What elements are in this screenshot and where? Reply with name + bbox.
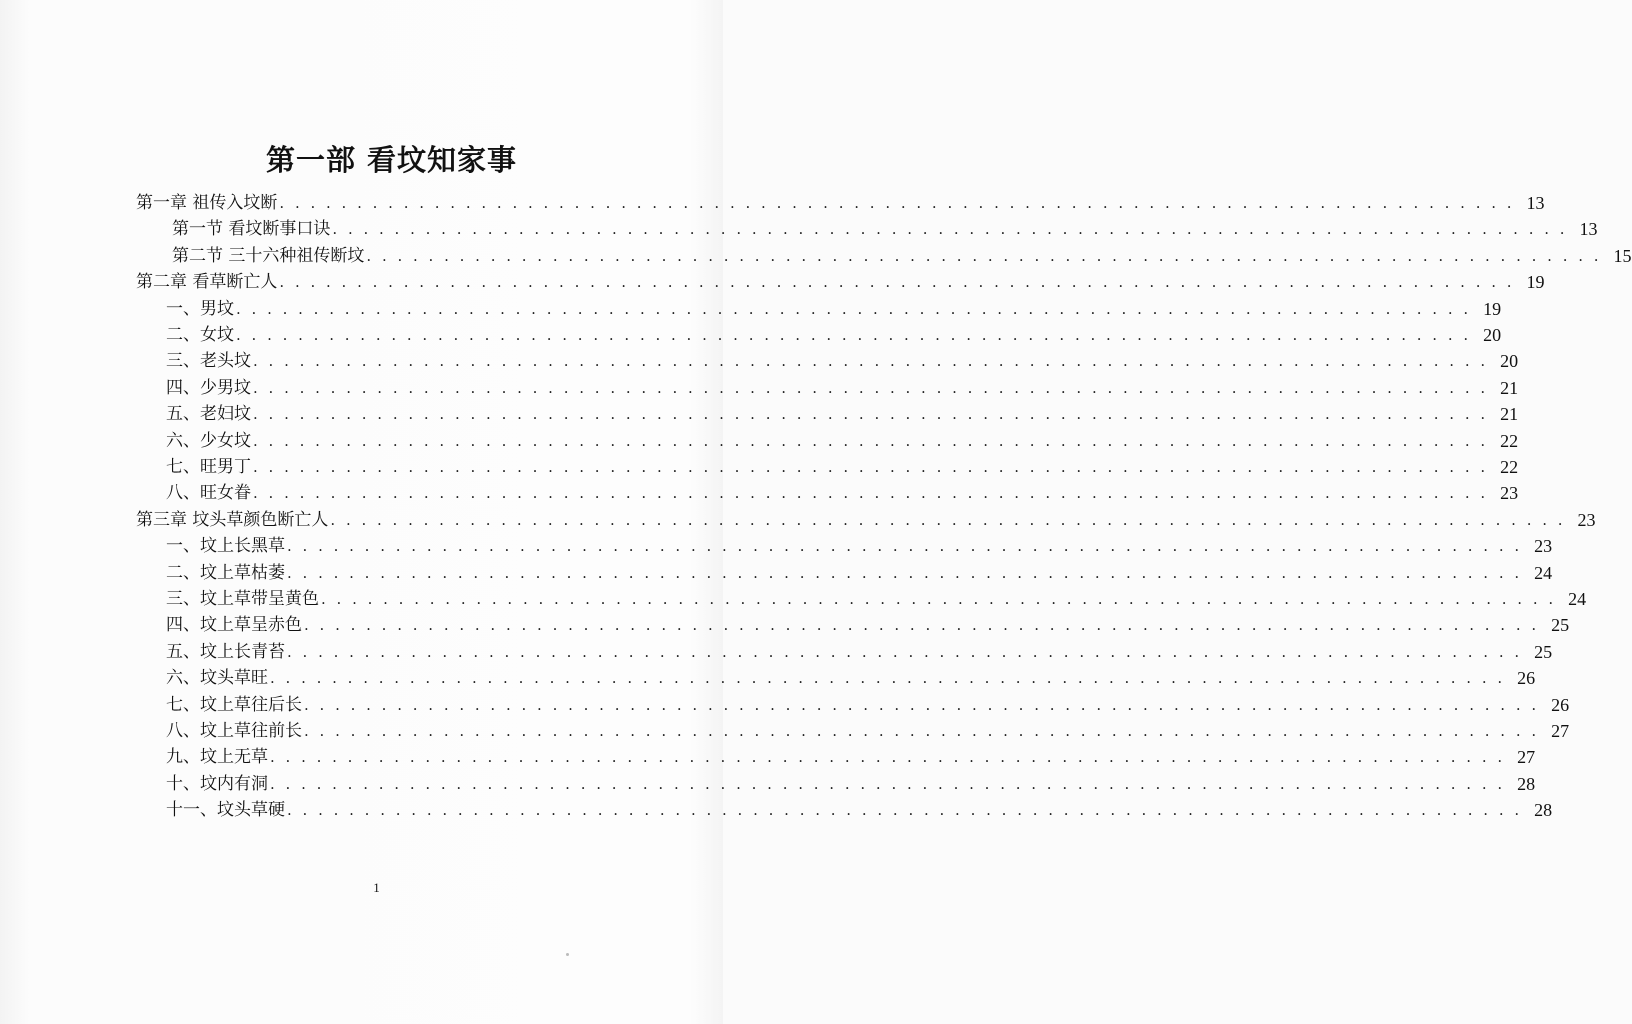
toc-item-row [166,530,1553,557]
toc-leader-dots: . . . . . . . . . . . . . . . . . . . . . . . . . . . . . . . . . . . . . . . . . . . . . . . . . . . . . . . . . . . . . . . . . . . . . . . . . . . . . . . . [287,537,1523,556]
toc-item-row [166,609,1570,636]
toc-item-row [166,636,1553,662]
toc-entry-label: 三、老头坟 [166,351,251,372]
toc-entry-label: 第二章 看草断亡人 [136,272,278,293]
toc-entry-label: 三、坟上草带呈黄色 [166,589,319,609]
toc-chapter-row [136,266,1545,293]
toc-page-number: 20 [1500,351,1519,372]
toc-page-number: 23 [1534,536,1553,557]
toc-page-number: 27 [1551,721,1570,741]
toc-item-row [166,741,1536,768]
toc-page-number: 13 [1526,193,1545,213]
toc-page-number: 25 [1551,615,1570,636]
part-title: 第一部 看坟知家事 [265,143,518,177]
toc-leader-dots: . . . . . . . . . . . . . . . . . . . . . . . . . . . . . . . . . . . . . . . . . . . . . . . . . . . . . . . . . . . . . . . . . . . . . . . . . . . . . . . . [253,352,1489,371]
toc-page-number: 24 [1568,589,1587,609]
toc-entry-label: 五、坟上长青苔 [166,641,285,662]
toc-entry-label: 五、老妇坟 [166,404,251,425]
toc-page-number: 21 [1500,404,1519,425]
toc-entry-label: 四、坟上草呈赤色 [166,615,302,636]
toc-page-number: 23 [1500,483,1519,504]
toc-item-row [166,557,1553,583]
toc-leader-dots: . . . . . . . . . . . . . . . . . . . . . . . . . . . . . . . . . . . . . . . . . . . . . . . . . . . . . . . . . . . . . . . . . . . . . . . . . . . . . . . . [253,405,1489,424]
toc-leader-dots: . . . . . . . . . . . . . . . . . . . . . . . . . . . . . . . . . . . . . . . . . . . . . . . . . . . . . . . . . . . . . . . . . . . . . . . . . . . . . . . . [287,563,1523,582]
toc-item-row [166,372,1519,398]
scan-speck [566,953,569,956]
toc-entry-label: 一、坟上长黑草 [166,536,285,557]
toc-leader-dots: . . . . . . . . . . . . . . . . . . . . . . . . . . . . . . . . . . . . . . . . . . . . . . . . . . . . . . . . . . . . . . . . . . . . . . . . . . . . . . . . [279,273,1515,292]
toc-item-row [166,319,1502,345]
toc-leader-dots: . . . . . . . . . . . . . . . . . . . . . . . . . . . . . . . . . . . . . . . . . . . . . . . . . . . . . . . . . . . . . . . . . . . . . . . . . . . . . . . . [253,431,1489,450]
toc-leader-dots: . . . . . . . . . . . . . . . . . . . . . . . . . . . . . . . . . . . . . . . . . . . . . . . . . . . . . . . . . . . . . . . . . . . . . . . . . . . . . . . . [304,616,1540,635]
toc-section-row [172,240,1632,266]
toc-leader-dots: . . . . . . . . . . . . . . . . . . . . . . . . . . . . . . . . . . . . . . . . . . . . . . . . . . . . . . . . . . . . . . . . . . . . . . . . . . . . . . . . [270,669,1506,688]
toc-item-row [166,477,1519,504]
toc-item-row [166,345,1519,372]
toc-leader-dots: . . . . . . . . . . . . . . . . . . . . . . . . . . . . . . . . . . . . . . . . . . . . . . . . . . . . . . . . . . . . . . . . . . . . . . . . . . . . . . . . [330,510,1566,529]
toc-item-row [166,689,1570,715]
toc-entry-label: 九、坟上无草 [166,747,268,768]
toc-item-row [166,293,1502,319]
toc-leader-dots: . . . . . . . . . . . . . . . . . . . . . . . . . . . . . . . . . . . . . . . . . . . . . . . . . . . . . . . . . . . . . . . . . . . . . . . . . . . . . . . . [287,801,1523,820]
toc-entry-label: 八、旺女眷 [166,483,251,504]
toc-page-number: 27 [1517,747,1536,768]
toc-page-number: 19 [1483,298,1502,319]
toc-entry-label: 二、坟上草枯萎 [166,562,285,583]
toc-leader-dots: . . . . . . . . . . . . . . . . . . . . . . . . . . . . . . . . . . . . . . . . . . . . . . . . . . . . . . . . . . . . . . . . . . . . . . . . . . . . . . . . [270,748,1506,767]
toc-item-row [166,425,1519,451]
toc-leader-dots: . . . . . . . . . . . . . . . . . . . . . . . . . . . . . . . . . . . . . . . . . . . . . . . . . . . . . . . . . . . . . . . . . . . . . . . . . . . . . . . . [321,590,1557,608]
toc-page-number: 15 [1613,245,1632,266]
toc-leader-dots: . . . . . . . . . . . . . . . . . . . . . . . . . . . . . . . . . . . . . . . . . . . . . . . . . . . . . . . . . . . . . . . . . . . . . . . . . . . . . . . . [287,642,1523,661]
toc-entry-label: 八、坟上草往前长 [166,721,302,741]
toc-entry-label: 第一章 祖传入坟断 [136,193,278,213]
toc-item-row [166,583,1587,609]
toc-item-row [166,715,1570,741]
toc-leader-dots: . . . . . . . . . . . . . . . . . . . . . . . . . . . . . . . . . . . . . . . . . . . . . . . . . . . . . . . . . . . . . . . . . . . . . . . . . . . . . . . . [279,194,1515,212]
toc-item-row [166,794,1553,821]
toc-leader-dots: . . . . . . . . . . . . . . . . . . . . . . . . . . . . . . . . . . . . . . . . . . . . . . . . . . . . . . . . . . . . . . . . . . . . . . . . . . . . . . . . [253,458,1489,476]
toc-page-number: 22 [1500,430,1519,451]
toc-page-number: 21 [1500,377,1519,398]
toc-entry-label: 七、旺男丁 [166,457,251,477]
toc-page-number: 22 [1500,457,1519,477]
toc-item-row [166,398,1519,425]
toc-entry-label: 七、坟上草往后长 [166,694,302,715]
toc-page-number: 25 [1534,641,1553,662]
toc-entry-label: 第一节 看坟断事口诀 [172,219,331,240]
toc-chapter-row [136,504,1596,530]
toc-leader-dots: . . . . . . . . . . . . . . . . . . . . . . . . . . . . . . . . . . . . . . . . . . . . . . . . . . . . . . . . . . . . . . . . . . . . . . . . . . . . . . . . [304,722,1540,740]
toc-entry-label: 十、坟内有洞 [166,773,268,794]
toc-page-number: 28 [1517,773,1536,794]
toc-page-number: 24 [1534,562,1553,583]
toc-entry-label: 十一、坟头草硬 [166,800,285,821]
toc-page-number: 20 [1483,325,1502,345]
toc-entry-label: 二、女坟 [166,325,234,345]
toc-page-number: 13 [1579,219,1598,240]
toc-page-number: 26 [1517,668,1536,689]
toc-leader-dots: . . . . . . . . . . . . . . . . . . . . . . . . . . . . . . . . . . . . . . . . . . . . . . . . . . . . . . . . . . . . . . . . . . . . . . . . . . . . . . . . [253,378,1489,397]
toc-page-number: 19 [1526,272,1545,293]
toc-entry-label: 第二节 三十六种祖传断坟 [172,245,365,266]
toc-page-number: 26 [1551,694,1570,715]
toc-item-row [166,768,1536,794]
toc-leader-dots: . . . . . . . . . . . . . . . . . . . . . . . . . . . . . . . . . . . . . . . . . . . . . . . . . . . . . . . . . . . . . . . . . . . . . . . . . . . . . . . . [236,299,1472,318]
toc-entry-label: 第三章 坟头草颜色断亡人 [136,509,329,530]
toc-item-row [166,451,1519,477]
toc-leader-dots: . . . . . . . . . . . . . . . . . . . . . . . . . . . . . . . . . . . . . . . . . . . . . . . . . . . . . . . . . . . . . . . . . . . . . . . . . . . . . . . . [270,774,1506,793]
toc-section-row [172,213,1598,240]
toc-entry-label: 一、男坟 [166,298,234,319]
toc-leader-dots: . . . . . . . . . . . . . . . . . . . . . . . . . . . . . . . . . . . . . . . . . . . . . . . . . . . . . . . . . . . . . . . . . . . . . . . . . . . . . . . . [253,484,1489,503]
toc-leader-dots: . . . . . . . . . . . . . . . . . . . . . . . . . . . . . . . . . . . . . . . . . . . . . . . . . . . . . . . . . . . . . . . . . . . . . . . . . . . . . . . . [236,326,1472,344]
toc-page-number: 23 [1577,509,1596,530]
toc-page-number: 28 [1534,800,1553,821]
toc-chapter-row [136,187,1545,213]
toc-leader-dots: . . . . . . . . . . . . . . . . . . . . . . . . . . . . . . . . . . . . . . . . . . . . . . . . . . . . . . . . . . . . . . . . . . . . . . . . . . . . . . . . [304,695,1540,714]
page-number: 1 [373,880,380,895]
toc-entry-label: 四、少男坟 [166,377,251,398]
toc-leader-dots: . . . . . . . . . . . . . . . . . . . . . . . . . . . . . . . . . . . . . . . . . . . . . . . . . . . . . . . . . . . . . . . . . . . . . . . . . . . . . . . . [332,220,1568,239]
toc-leader-dots: . . . . . . . . . . . . . . . . . . . . . . . . . . . . . . . . . . . . . . . . . . . . . . . . . . . . . . . . . . . . . . . . . . . . . . . . . . . . . . . . [366,246,1602,265]
toc-entry-label: 六、少女坟 [166,430,251,451]
toc-item-row [166,662,1536,689]
toc-entry-label: 六、坟头草旺 [166,668,268,689]
